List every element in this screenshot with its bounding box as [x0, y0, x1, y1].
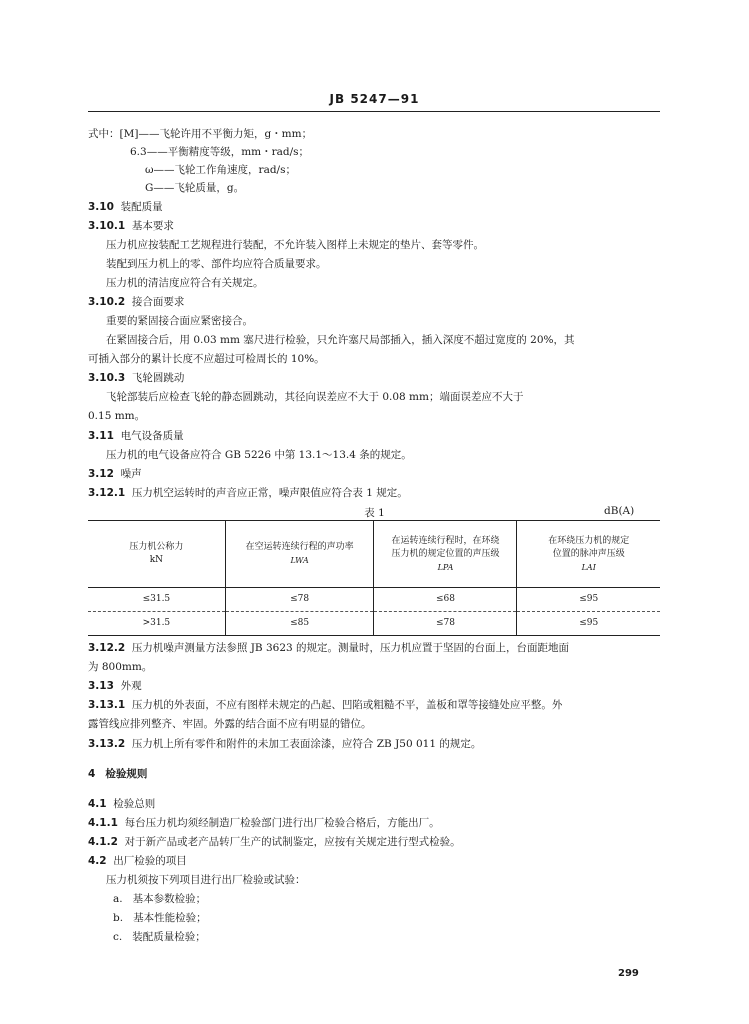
- col-header-impulse-pressure: 在环绕压力机的规定 位置的脉冲声压级 LAI: [517, 521, 660, 588]
- section-title: 噪声: [120, 468, 142, 480]
- section-number: 4: [88, 768, 96, 780]
- section-3-12-1: [88, 486, 408, 500]
- section-3-13-2: [88, 737, 481, 751]
- section-3-10-3: [88, 371, 184, 385]
- standard-code-header: JB 5247—91: [329, 92, 420, 106]
- paragraph: 压力机的清洁度应符合有关规定。: [106, 277, 264, 289]
- section-4-1-2: [88, 835, 461, 849]
- list-marker: c.: [113, 931, 123, 943]
- formula-var-g: G——飞轮质量，g。: [145, 182, 245, 194]
- section-number: 4.1.2: [88, 836, 118, 848]
- table-header-row: [88, 521, 660, 588]
- table-cell: ≤85: [225, 612, 374, 636]
- section-number: 3.10.2: [88, 296, 126, 308]
- table-cell: >31.5: [88, 612, 225, 636]
- section-title: 检验规则: [105, 768, 148, 780]
- col-header-nominal-force: 压力机公称力 kN: [88, 521, 225, 588]
- section-3-10-2: [88, 295, 184, 309]
- section-title: 基本要求: [131, 220, 174, 232]
- section-4-1-1: [88, 816, 440, 830]
- section-number: 4.2: [88, 855, 107, 867]
- formula-var-omega: ω——飞轮工作角速度，rad/s；: [145, 164, 296, 176]
- section-4: [88, 767, 147, 781]
- list-marker: a.: [113, 893, 123, 905]
- list-text: 基本性能检验；: [133, 912, 207, 924]
- table-cell: ≤95: [517, 612, 660, 636]
- table-cell: ≤78: [225, 588, 374, 612]
- table-cell: ≤95: [517, 588, 660, 612]
- section-title: 装配质量: [120, 201, 163, 213]
- section-3-13: [88, 679, 142, 693]
- table-row: [88, 612, 660, 636]
- paragraph-cont: 露管线应排列整齐、牢固。外露的结合面不应有明显的错位。: [88, 718, 372, 730]
- paragraph-cont: 0.15 mm。: [88, 410, 146, 422]
- section-4-1: [88, 797, 155, 811]
- list-item: [113, 892, 206, 906]
- paragraph: 飞轮部装后应检查飞轮的静态圆跳动，其径向误差应不大于 0.08 mm；端面误差应不大于: [106, 391, 524, 403]
- section-title: 飞轮圆跳动: [131, 372, 185, 384]
- col-header-sound-pressure: 在运转连续行程时，在环绕 压力机的规定位置的声压级 LPA: [374, 521, 517, 588]
- section-title: 外观: [120, 680, 142, 692]
- paragraph-cont: 为 800mm。: [88, 661, 153, 673]
- paragraph: 压力机须按下列项目进行出厂检验或试验：: [106, 874, 306, 886]
- section-title: 检验总则: [113, 798, 156, 810]
- table-unit: dB(A): [604, 505, 635, 517]
- section-number: 3.10.3: [88, 372, 126, 384]
- table-cell: ≤68: [374, 588, 517, 612]
- paragraph-cont: 可插入部分的累计长度不应超过可检周长的 10%。: [88, 353, 325, 365]
- formula-var-m: 式中：[M]——飞轮许用不平衡力矩，g・mm；: [88, 128, 313, 140]
- section-number: 3.10: [88, 201, 114, 213]
- section-number: 3.12.2: [88, 642, 126, 654]
- section-number: 3.13: [88, 680, 114, 692]
- formula-var-grade: 6.3——平衡精度等级，mm・rad/s；: [130, 146, 310, 158]
- paragraph: 压力机噪声测量方法参照 JB 3623 的规定。测量时，压力机应置于坚固的台面上，台面距地面: [131, 642, 570, 654]
- section-3-12-2: [88, 641, 569, 655]
- section-number: 3.13.1: [88, 699, 126, 711]
- paragraph: 压力机上所有零件和附件的未加工表面涂漆，应符合 ZB J50 011 的规定。: [131, 738, 482, 750]
- table-caption: 表 1: [364, 507, 385, 519]
- section-number: 4.1: [88, 798, 107, 810]
- section-number: 3.11: [88, 430, 114, 442]
- section-3-10-1: [88, 219, 174, 233]
- paragraph: 压力机空运转时的声音应正常，噪声限值应符合表 1 规定。: [131, 487, 408, 499]
- section-title: 电气设备质量: [120, 430, 184, 442]
- section-title: 出厂检验的项目: [113, 855, 187, 867]
- section-number: 3.12: [88, 468, 114, 480]
- paragraph: 对于新产品或老产品转厂生产的试制鉴定，应按有关规定进行型式检验。: [124, 836, 461, 848]
- paragraph: 压力机应按装配工艺规程进行装配，不允许装入图样上未规定的垫片、套等零件。: [106, 239, 484, 251]
- list-marker: b.: [113, 912, 124, 924]
- section-3-11: [88, 429, 184, 443]
- col-header-sound-power: 在空运转连续行程的声功率 LWA: [225, 521, 374, 588]
- page-number: 299: [618, 968, 639, 979]
- section-3-12: [88, 467, 142, 481]
- noise-limit-table: [88, 520, 660, 636]
- table-cell: ≤78: [374, 612, 517, 636]
- table-cell: ≤31.5: [88, 588, 225, 612]
- section-number: 3.12.1: [88, 487, 126, 499]
- paragraph: 重要的紧固接合面应紧密接合。: [106, 315, 253, 327]
- list-item: [113, 911, 207, 925]
- list-text: 基本参数检验；: [132, 893, 207, 905]
- paragraph: 在紧固接合后，用 0.03 mm 塞尺进行检验，只允许塞尺局部插入，插入深度不超过宽度的 20%，其: [106, 334, 575, 346]
- section-4-2: [88, 854, 187, 868]
- header-rule: [88, 111, 660, 112]
- paragraph: 装配到压力机上的零、部件均应符合质量要求。: [106, 258, 327, 270]
- list-item: [113, 930, 206, 944]
- section-title: 接合面要求: [131, 296, 185, 308]
- section-3-10: [88, 200, 163, 214]
- paragraph: 压力机的外表面，不应有图样未规定的凸起、凹陷或粗糙不平，盖板和罩等接缝处应平整。外: [131, 699, 563, 711]
- table-row: [88, 588, 660, 612]
- section-number: 3.13.2: [88, 738, 126, 750]
- paragraph: 每台压力机均须经制造厂检验部门进行出厂检验合格后，方能出厂。: [124, 817, 440, 829]
- section-number: 3.10.1: [88, 220, 126, 232]
- list-text: 装配质量检验；: [132, 931, 206, 943]
- section-3-13-1: [88, 698, 562, 712]
- section-number: 4.1.1: [88, 817, 118, 829]
- paragraph: 压力机的电气设备应符合 GB 5226 中第 13.1～13.4 条的规定。: [106, 449, 412, 461]
